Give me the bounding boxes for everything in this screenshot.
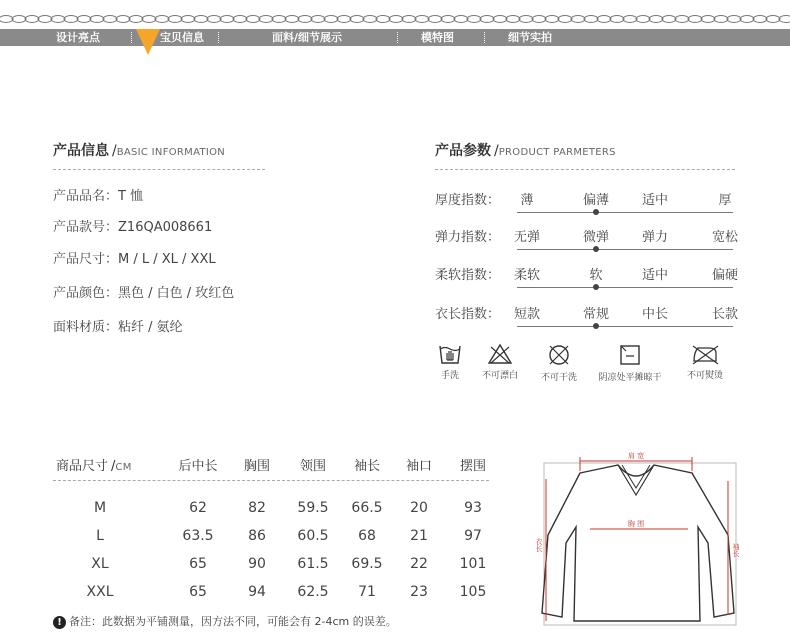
size-title: 商品尺寸 <box>56 459 109 474</box>
param-option: 弹力 <box>641 230 669 245</box>
size-column-header: 袖口 <box>405 459 433 474</box>
size-value-cell: 66.5 <box>351 500 383 516</box>
care-label: 不可熨烫 <box>686 371 723 381</box>
size-column-header: 后中长 <box>178 459 218 474</box>
info-label: 产品款号： <box>53 220 119 235</box>
size-value-cell: 65 <box>189 584 207 600</box>
size-name-cell: M <box>93 500 107 516</box>
size-value-cell: 86 <box>248 528 266 544</box>
size-value-cell: 97 <box>464 528 482 544</box>
param-option: 宽松 <box>711 230 739 245</box>
size-value-cell: 60.5 <box>297 528 329 544</box>
info-divider <box>53 169 265 170</box>
info-label: 产品尺寸： <box>53 252 119 267</box>
info-row-colors <box>53 282 234 301</box>
size-value-cell: 21 <box>410 528 428 544</box>
size-name-cell: XXL <box>86 584 114 600</box>
param-scale-line <box>517 212 733 213</box>
param-selected-dot <box>593 209 599 215</box>
no-bleach-icon <box>487 343 513 365</box>
info-subtitle: BASIC INFORMATION <box>116 147 226 158</box>
param-label: 衣长指数： <box>435 307 501 322</box>
nav-item-detail-shots[interactable]: 细节实拍 <box>508 31 552 44</box>
size-column-header: 胸围 <box>243 459 271 474</box>
param-option: 薄 <box>520 193 534 208</box>
nav-bar <box>0 29 790 46</box>
nav-separator <box>397 32 398 43</box>
no-iron-icon <box>690 343 720 365</box>
size-name-cell: XL <box>91 556 109 572</box>
length-label: 衣长 <box>535 538 543 552</box>
info-value: T 恤 <box>118 189 144 204</box>
size-value-cell: 62.5 <box>297 584 329 600</box>
info-value: Z16QA008661 <box>118 220 213 235</box>
param-option: 长款 <box>711 307 739 322</box>
size-value-cell: 59.5 <box>297 500 329 516</box>
chest-label: 胸 围 <box>627 520 645 528</box>
care-no-dry-clean <box>519 343 599 383</box>
param-label: 柔软指数： <box>435 268 501 283</box>
care-shade-dry <box>590 343 670 383</box>
info-title: 产品信息 <box>53 143 109 159</box>
param-label: 弹力指数： <box>435 230 501 245</box>
size-value-cell: 69.5 <box>351 556 383 572</box>
nav-item-design-highlights[interactable]: 设计亮点 <box>56 31 100 44</box>
size-value-cell: 61.5 <box>297 556 329 572</box>
param-scale-line <box>517 249 733 250</box>
size-column-header: 袖长 <box>353 459 381 474</box>
param-label: 厚度指数： <box>435 193 501 208</box>
info-row-name <box>53 185 143 204</box>
size-value-cell: 63.5 <box>182 528 214 544</box>
size-value-cell: 93 <box>464 500 482 516</box>
info-heading <box>53 140 225 160</box>
info-row-style-number <box>53 216 212 235</box>
info-label: 面料材质： <box>53 320 119 335</box>
hand-wash-icon <box>438 343 462 365</box>
nav-item-model-photos[interactable]: 模特图 <box>421 31 454 44</box>
info-value: 黑色 / 白色 / 玫红色 <box>118 286 235 301</box>
size-column-header: 摆围 <box>459 459 487 474</box>
nav-item-product-info[interactable]: 宝贝信息 <box>160 31 204 44</box>
size-value-cell: 62 <box>189 500 207 516</box>
param-selected-dot <box>593 284 599 290</box>
size-name-cell: L <box>96 528 104 544</box>
shoulder-label: 肩 宽 <box>627 452 645 460</box>
heading-slash: / <box>112 143 117 159</box>
no-dry-clean-icon <box>547 343 571 367</box>
param-option: 偏薄 <box>582 193 610 208</box>
size-value-cell: 65 <box>189 556 207 572</box>
param-option: 中长 <box>641 307 669 322</box>
params-subtitle: PRODUCT PARMETERS <box>498 147 616 158</box>
size-value-cell: 94 <box>248 584 266 600</box>
param-option: 适中 <box>641 193 669 208</box>
size-value-cell: 82 <box>248 500 266 516</box>
param-selected-dot <box>593 246 599 252</box>
care-label: 手洗 <box>440 371 459 381</box>
care-no-iron <box>665 343 745 381</box>
info-value: M / L / XL / XXL <box>118 252 216 267</box>
nav-active-arrow-icon <box>136 29 160 55</box>
size-value-cell: 90 <box>248 556 266 572</box>
care-label: 不可漂白 <box>481 371 518 381</box>
param-option: 无弹 <box>513 230 541 245</box>
shade-dry-icon <box>618 343 642 367</box>
param-option: 偏硬 <box>711 268 739 283</box>
size-table-divider <box>53 480 489 481</box>
tshirt-outline <box>542 465 734 621</box>
chain-border <box>0 14 790 24</box>
size-value-cell: 101 <box>459 556 487 572</box>
size-value-cell: 23 <box>410 584 428 600</box>
care-label: 不可干洗 <box>540 373 577 383</box>
size-value-cell: 68 <box>358 528 376 544</box>
heading-slash: / <box>111 459 116 474</box>
param-option: 适中 <box>641 268 669 283</box>
param-option: 短款 <box>513 307 541 322</box>
param-option: 柔软 <box>513 268 541 283</box>
info-row-material <box>53 316 183 335</box>
info-label: 产品品名： <box>53 189 119 204</box>
heading-slash: / <box>494 143 499 159</box>
size-column-header: 领围 <box>299 459 327 474</box>
param-scale-line <box>517 287 733 288</box>
size-value-cell: 20 <box>410 500 428 516</box>
care-label: 阴凉处平摊晾干 <box>598 373 662 383</box>
garment-measurement-diagram <box>530 445 745 631</box>
nav-separator <box>484 32 485 43</box>
params-heading <box>435 140 616 160</box>
warning-icon: ! <box>53 616 66 629</box>
nav-item-fabric-details[interactable]: 面料/细节展示 <box>272 31 343 44</box>
nav-separator <box>218 32 219 43</box>
params-divider <box>435 169 735 170</box>
info-label: 产品颜色： <box>53 286 119 301</box>
param-option: 厚 <box>718 193 732 208</box>
param-option: 常规 <box>582 307 610 322</box>
params-title: 产品参数 <box>435 143 491 159</box>
param-selected-dot <box>593 323 599 329</box>
info-value: 粘纤 / 氨纶 <box>118 320 183 335</box>
param-option: 微弹 <box>582 230 610 245</box>
size-value-cell: 105 <box>459 584 487 600</box>
measurement-note <box>53 613 397 629</box>
size-value-cell: 71 <box>358 584 376 600</box>
size-value-cell: 22 <box>410 556 428 572</box>
size-unit: CM <box>115 462 132 473</box>
param-scale-line <box>517 326 733 327</box>
info-row-sizes <box>53 248 216 267</box>
size-heading <box>56 455 132 474</box>
sleeve-label: 袖长 <box>732 543 740 557</box>
nav-separator <box>131 32 132 43</box>
note-text: 备注：此数据为平铺测量，因方法不同，可能会有 2-4cm 的误差。 <box>69 615 397 628</box>
param-option: 软 <box>589 268 603 283</box>
